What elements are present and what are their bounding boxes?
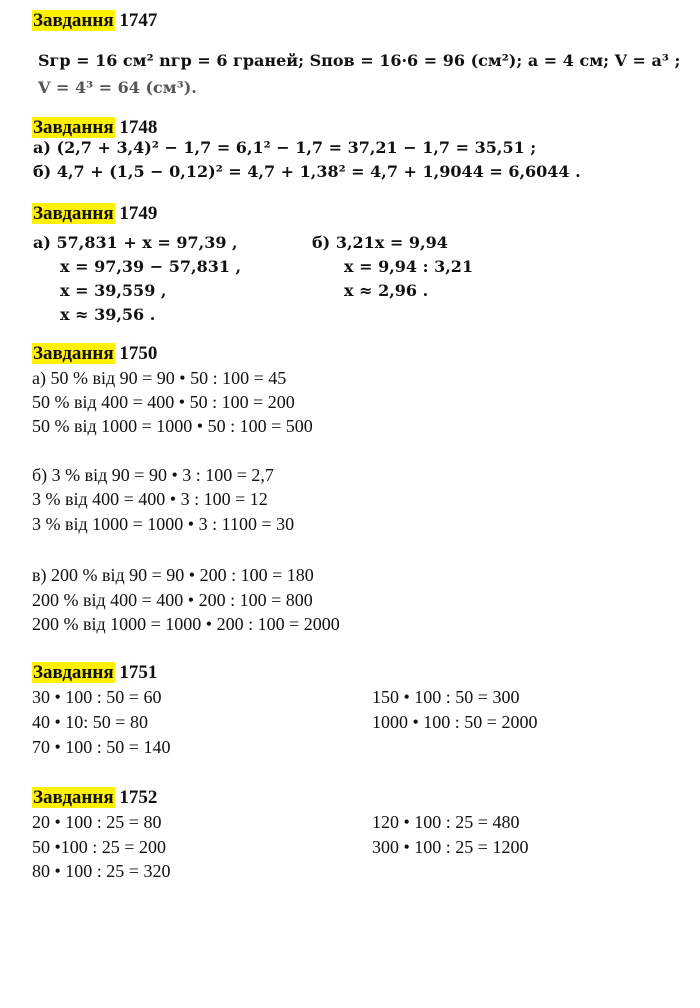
task-1747-title: [32, 10, 157, 32]
task-1750-line-9: 200 % від 1000 = 1000 • 200 : 100 = 2000: [32, 614, 340, 634]
task-number: 1747: [119, 10, 158, 31]
task-1752-left-3: 80 • 100 : 25 = 320: [32, 861, 171, 881]
task-1750-line-8: 200 % від 400 = 400 • 200 : 100 = 800: [32, 590, 313, 610]
task-number: 1752: [119, 787, 158, 808]
task-number: 1750: [119, 343, 158, 364]
task-1749-right-2: x = 9,94 : 3,21: [344, 257, 474, 276]
task-1750-line-4: б) 3 % від 90 = 90 • 3 : 100 = 2,7: [32, 465, 274, 485]
task-1750-title: [32, 343, 157, 365]
task-1748-line-a: а) (2,7 + 3,4)² − 1,7 = 6,1² − 1,7 = 37,21 − 1,7 = 35,51 ;: [33, 138, 537, 157]
task-label: Завдання: [33, 662, 114, 683]
task-1747-line-1: Sгр = 16 см² nгр = 6 граней; Sпов = 16·6 = 96 (см²); a = 4 см; V = a³ ;: [38, 51, 681, 70]
task-1750-line-6: 3 % від 1000 = 1000 • 3 : 1100 = 30: [32, 514, 295, 534]
task-1749-right-3: x ≈ 2,96 .: [344, 281, 429, 300]
task-1752-right-2: 300 • 100 : 25 = 1200: [372, 837, 529, 857]
task-number: 1749: [119, 203, 158, 224]
task-label: Завдання: [33, 787, 114, 808]
task-1750-line-3: 50 % від 1000 = 1000 • 50 : 100 = 500: [32, 416, 313, 436]
task-1751-left-1: 30 • 100 : 50 = 60: [32, 687, 162, 707]
task-label: Завдання: [33, 10, 114, 31]
task-1750-line-7: в) 200 % від 90 = 90 • 200 : 100 = 180: [32, 565, 314, 585]
task-1751-left-2: 40 • 10: 50 = 80: [32, 712, 148, 732]
task-1751-right-2: 1000 • 100 : 50 = 2000: [372, 712, 538, 732]
task-number: 1748: [119, 117, 158, 138]
task-1752-left-1: 20 • 100 : 25 = 80: [32, 812, 162, 832]
task-1751-right-1: 150 • 100 : 50 = 300: [372, 687, 520, 707]
task-1749-left-2: x = 97,39 − 57,831 ,: [60, 257, 242, 276]
task-1751-left-3: 70 • 100 : 50 = 140: [32, 737, 171, 757]
task-1749-left-1: а) 57,831 + x = 97,39 ,: [33, 233, 238, 252]
task-1749-right-1: б) 3,21x = 9,94: [312, 233, 448, 252]
task-label: Завдання: [33, 343, 114, 364]
task-1752-title: [32, 787, 157, 809]
task-label: Завдання: [33, 117, 114, 138]
task-1749-left-4: x ≈ 39,56 .: [60, 305, 156, 324]
task-label: Завдання: [33, 203, 114, 224]
task-1748-line-b: б) 4,7 + (1,5 − 0,12)² = 4,7 + 1,38² = 4,7 + 1,9044 = 6,6044 .: [33, 162, 581, 181]
task-1750-line-1: а) 50 % від 90 = 90 • 50 : 100 = 45: [32, 368, 287, 388]
task-1747-line-2: V = 4³ = 64 (см³).: [38, 78, 197, 97]
task-1748-title: [32, 117, 157, 139]
task-1749-title: [32, 203, 157, 225]
task-number: 1751: [119, 662, 158, 683]
task-1751-title: [32, 662, 157, 684]
task-1752-right-1: 120 • 100 : 25 = 480: [372, 812, 520, 832]
task-1749-left-3: x = 39,559 ,: [60, 281, 167, 300]
task-1752-left-2: 50 •100 : 25 = 200: [32, 837, 166, 857]
task-1750-line-2: 50 % від 400 = 400 • 50 : 100 = 200: [32, 392, 295, 412]
task-1750-line-5: 3 % від 400 = 400 • 3 : 100 = 12: [32, 489, 268, 509]
